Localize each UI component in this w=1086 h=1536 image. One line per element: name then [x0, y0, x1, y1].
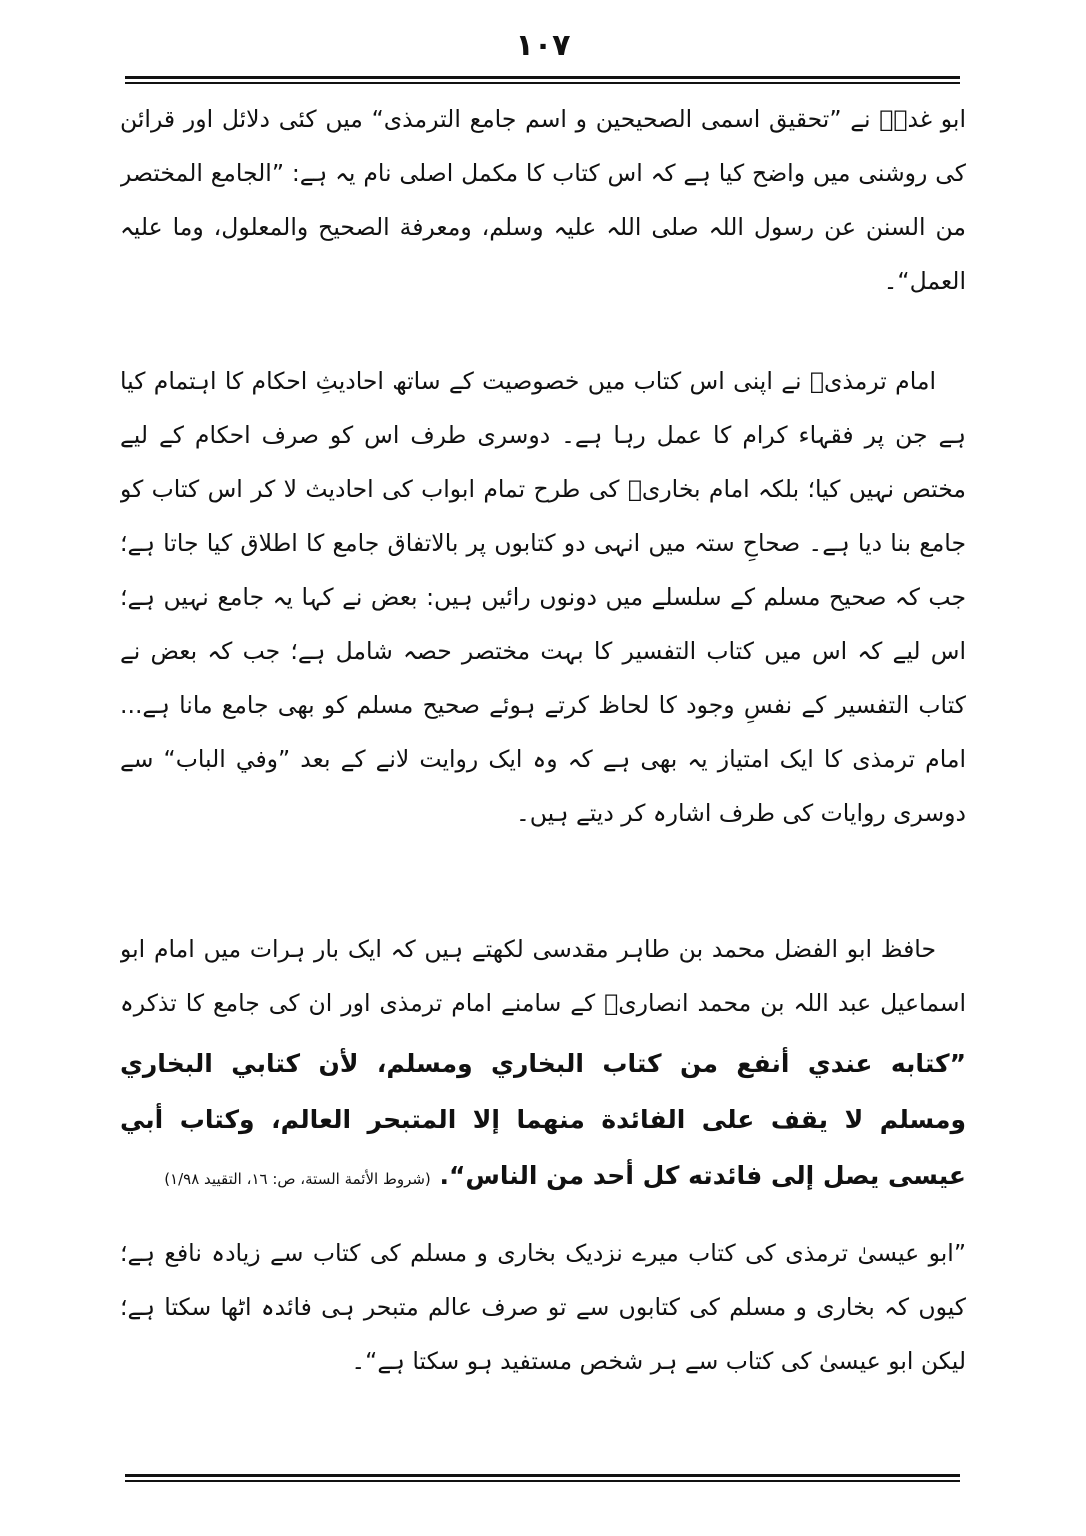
- arabic-quote-block: [120, 1036, 966, 1214]
- urdu-translation-paragraph: ”ابو عیسیٰ ترمذی کی کتاب میرے نزدیک بخاری و مسلم کی کتاب سے زیادہ نافع ہے؛ کیوں کہ بخاری و مسلم کی کتابوں سے تو صرف عالم متبحر ہی فائدہ اٹھا سکتا ہے؛ لیکن ابو عیسیٰ کی کتاب سے ہر شخص مستفید ہو سکتا ہے“۔: [120, 1239, 966, 1375]
- imam-tirmidhi-paragraph: امام ترمذیؒ نے اپنی اس کتاب میں خصوصیت کے ساتھ احادیثِ احکام کا اہتمام کیا ہے جن پر فقہاء کرام کا عمل رہا ہے۔ دوسری طرف اس کو صرف احکام کے لیے مختص نہیں کیا؛ بلکہ امام بخاریؒ کی طرح تمام ابواب کی احادیث لا کر اس کتاب کو جامع بنا دیا ہے۔ صحاحِ ستہ میں انہی دو کتابوں پر بالاتفاق جامع کا اطلاق کیا جاتا ہے؛ جب کہ صحیح مسلم کے سلسلے میں دونوں رائیں ہیں: بعض نے کہا یہ جامع نہیں ہے؛ اس لیے کہ اس میں کتاب التفسیر کا بہت مختصر حصہ شامل ہے؛ جب کہ بعض نے کتاب التفسیر کے نفسِ وجود کا لحاظ کرتے ہوئے صحیح مسلم کو بھی جامع مانا ہے... امام ترمذی کا ایک امتیاز یہ بھی ہے کہ وہ ایک روایت لانے کے بعد ”وفي الباب“ سے دوسری روایات کی طرف اشارہ کر دیتے ہیں۔: [120, 367, 966, 827]
- bottom-double-rule: [125, 1474, 960, 1483]
- page-body: [120, 92, 966, 1396]
- page-number: ۱۰۷: [515, 28, 571, 63]
- intro-paragraph: ابو غدہؒ نے ”تحقیق اسمی الصحیحین و اسم جامع الترمذی“ میں کئی دلائل اور قرائن کی روشنی میں واضح کیا ہے کہ اس کتاب کا مکمل اصلی نام یہ ہے: ”الجامع المختصر من السنن عن رسول اللہ صلی اللہ علیہ وسلم، ومعرفة الصحیح والمعلول، وما علیہ العمل“۔: [120, 105, 966, 295]
- arabic-reference: (شروط الأئمة الستة، ص: ١٦، التقييد ١/٩٨): [164, 1170, 431, 1188]
- hafiz-maqdisi-paragraph: حافظ ابو الفضل محمد بن طاہر مقدسی لکھتے ہیں کہ ایک بار ہرات میں امام ابو اسماعیل عبد اللہ بن محمد انصاریؒ کے سامنے امام ترمذی اور ان کی جامع کا تذکرہ: [120, 935, 966, 1017]
- top-double-rule: [125, 76, 960, 85]
- arabic-quote: ”كتابه عندي أنفع من كتاب البخاري ومسلم، لأن كتابي البخاري ومسلم لا يقف على الفائدة منهما إلا المتبحر العالم، وكتاب أبي عيسى يصل إلى فائدته كل أحد من الناس“.: [120, 1049, 966, 1190]
